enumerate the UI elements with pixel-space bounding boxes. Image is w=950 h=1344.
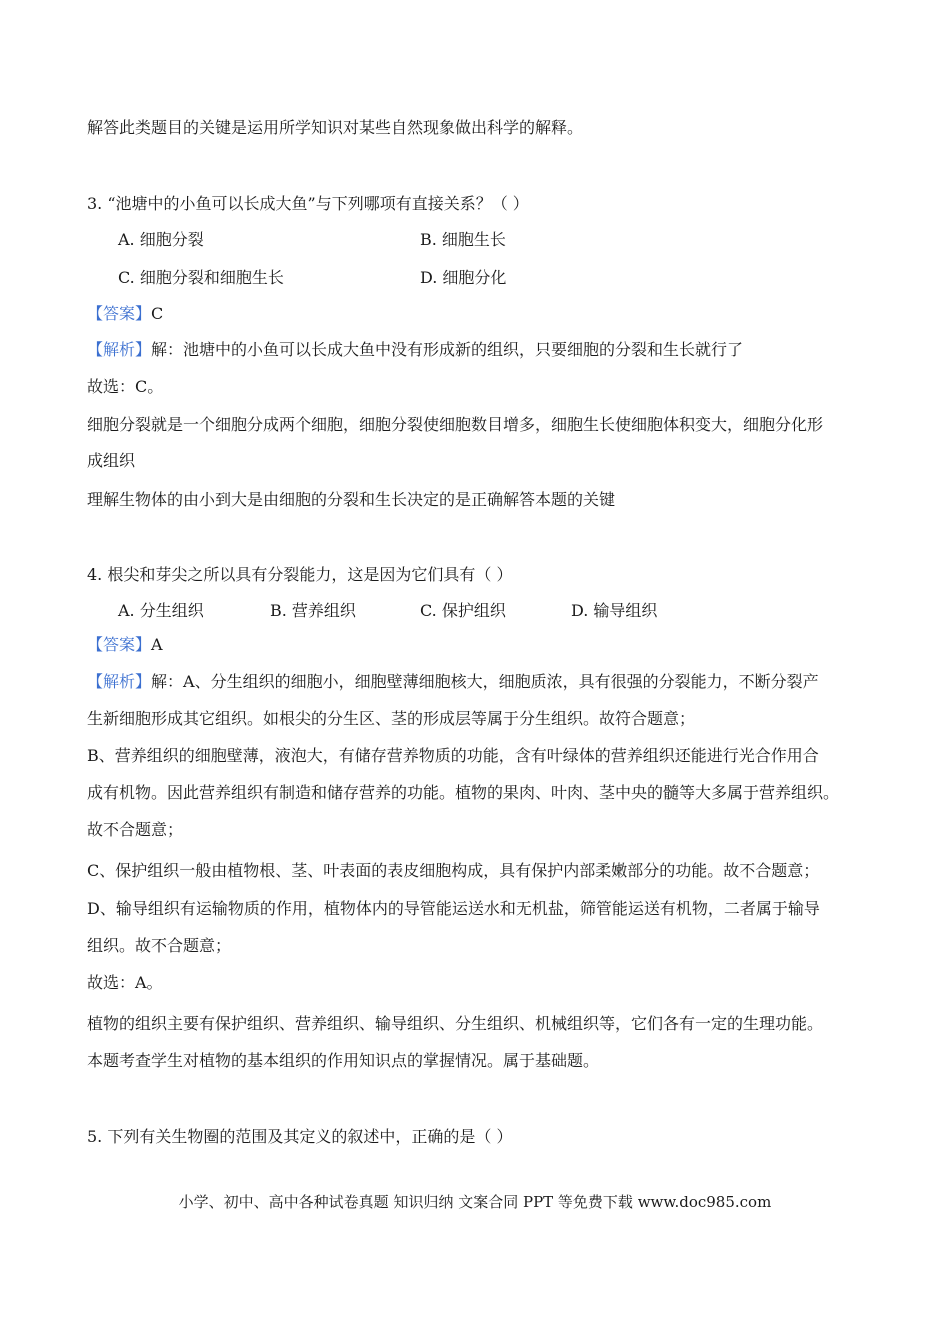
analysis-text: 解：池塘中的小鱼可以长成大鱼中没有形成新的组织，只要细胞的分裂和生长就行了 [151, 340, 744, 359]
question-4-option-d: D. 输导组织 [571, 601, 658, 620]
question-3-analysis [87, 339, 743, 361]
question-4-analysis-line-7: D、输导组织有运输物质的作用，植物体内的导管能运送水和无机盐，筛管能运送有机物，二者属于输导 [87, 899, 820, 918]
question-4-note: 植物的组织主要有保护组织、营养组织、输导组织、分生组织、机械组织等，它们各有一定的生理功能。 [87, 1014, 824, 1033]
question-5-stem: 5. 下列有关生物圈的范围及其定义的叙述中，正确的是（ ） [87, 1127, 513, 1146]
question-4-option-c: C. 保护组织 [420, 601, 506, 620]
page-footer: 小学、初中、高中各种试卷真题 知识归纳 文案合同 PPT 等免费下载 www.doc985.com [178, 1193, 772, 1211]
answer-tag: 【答案】 [87, 635, 152, 654]
analysis-tag: 【解析】 [87, 672, 152, 691]
question-4-analysis-line-8: 组织。故不合题意； [87, 936, 232, 955]
question-4-analysis-line-1 [87, 671, 819, 693]
question-4-stem: 4. 根尖和芽尖之所以具有分裂能力，这是因为它们具有（ ） [87, 565, 513, 584]
question-4-analysis-line-5: 故不合题意； [87, 820, 184, 839]
question-4-analysis-line-2: 生新细胞形成其它组织。如根尖的分生区、茎的形成层等属于分生组织。故符合题意； [87, 709, 696, 728]
question-3-note-line-2: 成组织 [87, 451, 136, 470]
question-3-option-d: D. 细胞分化 [420, 268, 507, 287]
question-3-option-b: B. 细胞生长 [420, 230, 506, 249]
analysis-text: 解：A、分生组织的细胞小，细胞壁薄细胞核大，细胞质浓，具有很强的分裂能力，不断分裂产 [151, 672, 819, 691]
question-3-summary: 理解生物体的由小到大是由细胞的分裂和生长决定的是正确解答本题的关键 [87, 490, 616, 509]
question-3-stem: 3. “池塘中的小鱼可以长成大鱼”与下列哪项有直接关系？（ ） [87, 194, 529, 213]
question-3-answer [87, 303, 163, 325]
answer-tag: 【答案】 [87, 304, 152, 323]
question-4-option-b: B. 营养组织 [270, 601, 356, 620]
question-3-option-a: A. 细胞分裂 [118, 230, 204, 249]
question-4-choose: 故选：A。 [87, 973, 163, 992]
analysis-tag: 【解析】 [87, 340, 152, 359]
question-4-analysis-line-4: 成有机物。因此营养组织有制造和储存营养的功能。植物的果肉、叶肉、茎中央的髓等大多属于营养组织。 [87, 783, 840, 802]
question-3-option-c: C. 细胞分裂和细胞生长 [118, 268, 284, 287]
question-3-choose: 故选：C。 [87, 377, 164, 396]
question-4-analysis-line-3: B、营养组织的细胞壁薄，液泡大，有储存营养物质的功能，含有叶绿体的营养组织还能进行光合作用合 [87, 746, 819, 765]
intro-paragraph: 解答此类题目的关键是运用所学知识对某些自然现象做出科学的解释。 [87, 118, 584, 137]
answer-value: A [151, 635, 163, 654]
question-3-note-line-1: 细胞分裂就是一个细胞分成两个细胞，细胞分裂使细胞数目增多，细胞生长使细胞体积变大，细胞分化形 [87, 415, 824, 434]
answer-value: C [151, 304, 164, 323]
question-4-option-a: A. 分生组织 [118, 601, 204, 620]
question-4-analysis-line-6: C、保护组织一般由植物根、茎、叶表面的表皮细胞构成，具有保护内部柔嫩部分的功能。故不合题意； [87, 861, 820, 880]
question-4-answer [87, 634, 163, 656]
question-4-summary: 本题考查学生对植物的基本组织的作用知识点的掌握情况。属于基础题。 [87, 1051, 600, 1070]
